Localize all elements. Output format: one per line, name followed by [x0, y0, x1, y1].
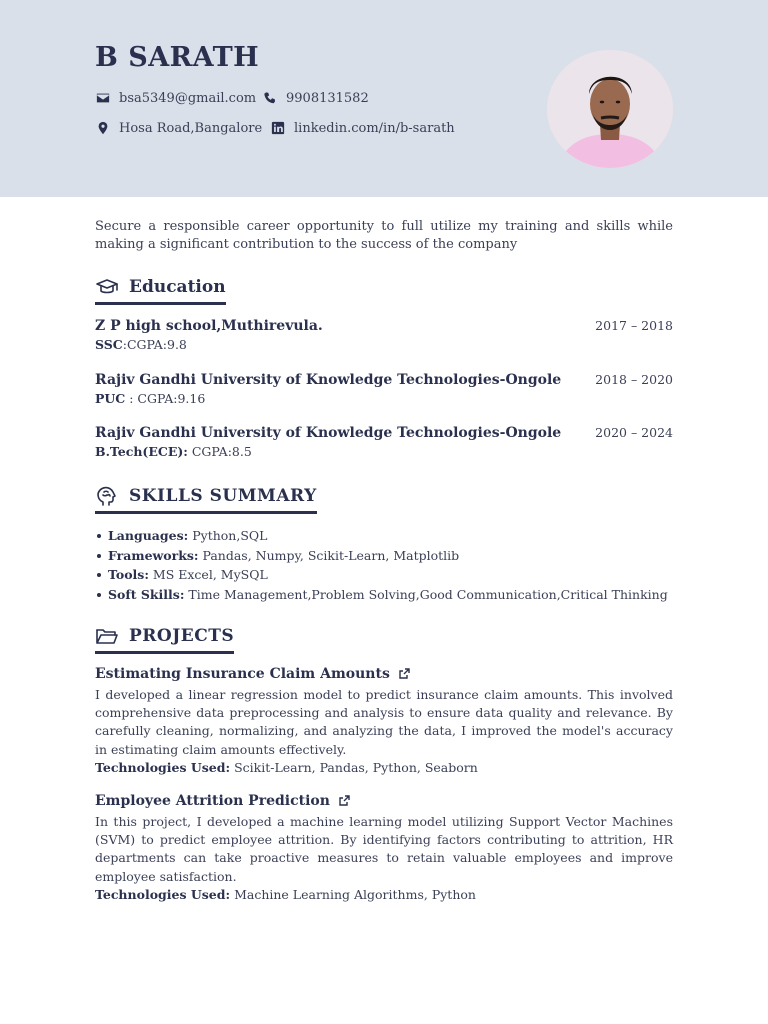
project-title[interactable] — [95, 666, 673, 682]
technologies-label: Technologies Used: — [95, 886, 231, 902]
technologies-label: Technologies Used: — [95, 759, 231, 775]
resume-header — [0, 0, 768, 197]
phone-icon — [262, 90, 278, 106]
projects-section-title — [95, 626, 234, 654]
graduation-cap-icon — [95, 277, 119, 297]
profile-photo — [547, 50, 673, 168]
project-description: In this project, I developed a machine learning model utilizing Support Vector Machines (SVM) to predict employee attrition. By identifying factors contributing to attrition, HR departments can take proactive measures to retain valuable employees and improve employee satisfaction. — [95, 814, 673, 884]
list-item — [95, 565, 673, 585]
email-contact[interactable] — [95, 90, 256, 106]
skill-values: Pandas, Numpy, Scikit-Learn, Matplotlib — [198, 547, 460, 563]
skill-category: Tools: — [108, 567, 149, 582]
grade-value: CGPA:8.5 — [187, 444, 252, 459]
grade-value: : CGPA:9.16 — [125, 391, 206, 406]
school-name: Rajiv Gandhi University of Knowledge Technologies-Ongole — [95, 372, 562, 388]
skills-section-title — [95, 486, 317, 514]
degree-label: PUC — [95, 391, 126, 406]
education-entry — [95, 425, 673, 459]
phone-text: 9908131582 — [286, 90, 369, 106]
list-item — [95, 585, 673, 605]
linkedin-text: linkedin.com/in/b-sarath — [294, 120, 455, 136]
location-text: Hosa Road,Bangalore — [119, 120, 263, 136]
project-title[interactable] — [95, 793, 673, 809]
grade-value: :CGPA:9.8 — [122, 337, 187, 352]
education-entry — [95, 318, 673, 352]
school-name: Rajiv Gandhi University of Knowledge Technologies-Ongole — [95, 425, 562, 441]
education-title-text: Education — [129, 277, 226, 297]
project-description: I developed a linear regression model to predict insurance claim amounts. This involved comprehensive data preprocessing and analysis to ensure data quality and relevance. By carefully cleaning, normalizing, and analyzing the data, I improved the model's accuracy in estimating claim amounts effectively. — [95, 687, 673, 757]
degree-label: B.Tech(ECE): — [95, 444, 188, 459]
project-title-text: Employee Attrition Prediction — [95, 793, 330, 809]
technologies-value: Machine Learning Algorithms, Python — [230, 886, 476, 902]
linkedin-contact[interactable] — [270, 120, 455, 136]
education-entry — [95, 372, 673, 406]
career-summary: Secure a responsible career opportunity to full utilize my training and skills while making a significant contribution to the success of the company — [95, 219, 673, 252]
education-section-title — [95, 277, 226, 305]
linkedin-icon — [270, 120, 286, 136]
candidate-name: B SARATH — [95, 42, 260, 73]
skill-category: Languages: — [108, 528, 189, 543]
location-contact — [95, 120, 262, 136]
external-link-icon[interactable] — [338, 795, 350, 807]
skill-category: Soft Skills: — [108, 586, 185, 602]
projects-title-text: PROJECTS — [129, 626, 235, 646]
list-item — [95, 546, 673, 566]
email-text: bsa5349@gmail.com — [119, 90, 257, 106]
skills-list — [95, 526, 673, 604]
brain-head-icon — [95, 486, 119, 506]
phone-contact[interactable] — [262, 90, 369, 106]
school-name: Z P high school,Muthirevula. — [95, 318, 323, 334]
project-entry — [95, 666, 673, 777]
list-item — [95, 526, 673, 546]
skill-values: MS Excel, MySQL — [148, 567, 268, 582]
education-dates: 2017 – 2018 — [595, 318, 673, 333]
skill-category: Frameworks: — [108, 547, 199, 563]
external-link-icon[interactable] — [398, 668, 410, 680]
folder-open-icon — [95, 626, 119, 646]
education-dates: 2018 – 2020 — [595, 372, 673, 387]
skill-values: Python,SQL — [188, 528, 268, 543]
education-dates: 2020 – 2024 — [595, 425, 673, 440]
skill-values: Time Management,Problem Solving,Good Communication,Critical Thinking — [184, 586, 668, 602]
skills-title-text: SKILLS SUMMARY — [129, 486, 317, 506]
degree-label: SSC — [95, 337, 123, 352]
project-entry — [95, 793, 673, 904]
map-pin-icon — [95, 120, 111, 136]
technologies-value: Scikit-Learn, Pandas, Python, Seaborn — [230, 759, 478, 775]
project-title-text: Estimating Insurance Claim Amounts — [95, 666, 390, 682]
envelope-icon — [95, 90, 111, 106]
